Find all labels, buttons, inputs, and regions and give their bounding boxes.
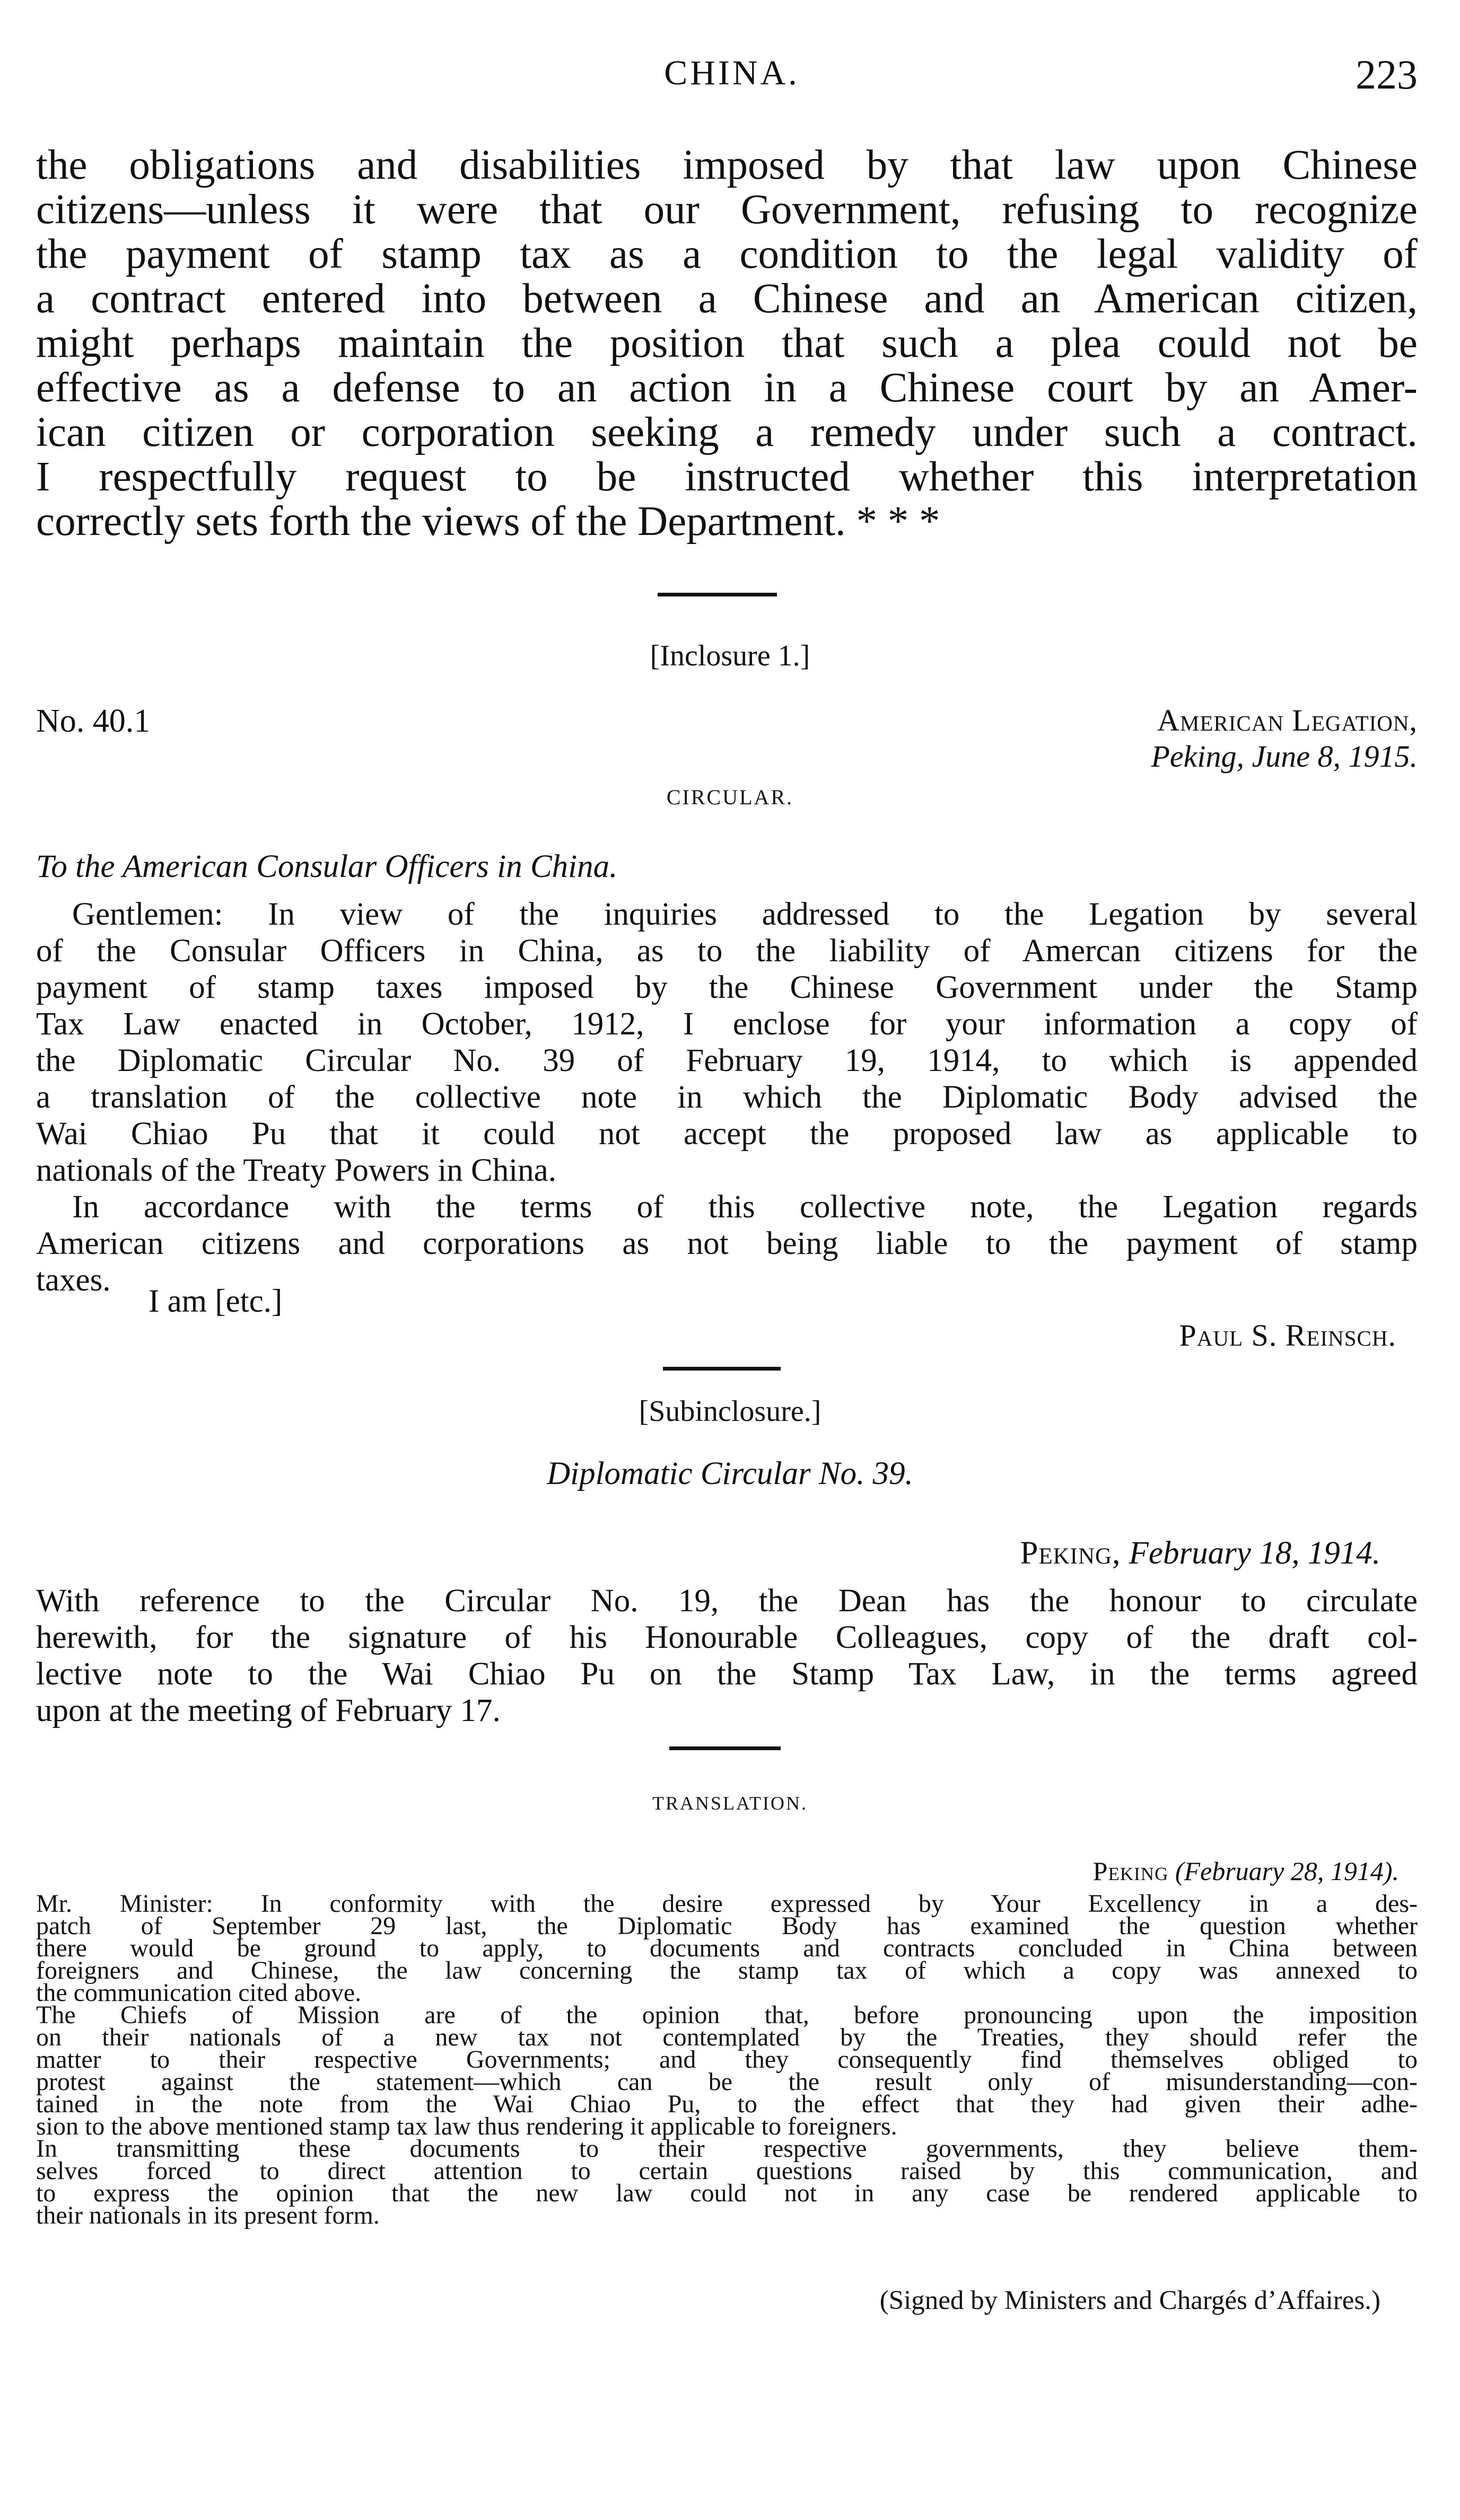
text-line: matter to their respective Governments; and they consequently find themselves obliged to	[36, 2045, 1418, 2074]
text-line: In accordance with the terms of this collective note, the Legation regards	[72, 1189, 1418, 1225]
text-line: upon at the meeting of February 17.	[36, 1693, 501, 1728]
letter-number: No. 40.1	[36, 703, 151, 739]
text-line: their nationals in its present form.	[36, 2201, 380, 2229]
legation-place-date: Peking, June 8, 1915.	[1151, 739, 1418, 774]
text-line: selves forced to direct attention to certain questions raised by this communication, and	[36, 2157, 1418, 2185]
text-line: herewith, for the signature of his Honourable Colleagues, copy of the draft col-	[36, 1620, 1418, 1655]
text-line: With reference to the Circular No. 19, the Dean has the honour to circulate	[36, 1583, 1418, 1619]
subinclosure-label: [Subinclosure.]	[639, 1395, 821, 1428]
text-line: foreigners and Chinese, the law concerning the stamp tax of which a copy was annexed to	[36, 1956, 1418, 1985]
text-line: on their nationals of a new tax not contemplated by the Treaties, they should refer the	[36, 2023, 1418, 2051]
translation-body	[36, 1890, 1418, 2229]
text-line: Mr. Minister: In conformity with the desire expressed by Your Excellency in a des-	[36, 1890, 1418, 1918]
text-line: I respectfully request to be instructed whether this interpretation	[36, 454, 1418, 500]
inclosure-label: [Inclosure 1.]	[650, 639, 810, 672]
diplomatic-circular-dateline: Peking, February 18, 1914.	[1020, 1535, 1380, 1571]
text-line: taxes.	[36, 1262, 111, 1298]
text-line: American citizens and corporations as not being liable to the payment of stamp	[36, 1226, 1418, 1261]
legation-heading: American Legation,	[1157, 703, 1418, 737]
text-line: nationals of the Treaty Powers in China.	[36, 1153, 557, 1188]
translation-label: TRANSLATION.	[652, 1793, 808, 1814]
text-line: In transmitting these documents to their respective governments, they believe them-	[36, 2135, 1418, 2163]
opening-paragraph	[36, 143, 1418, 544]
text-line: there would be ground to apply, to documents and contracts concluded in China between	[36, 1934, 1418, 1962]
text-line: lective note to the Wai Chiao Pu on the Stamp Tax Law, in the terms agreed	[36, 1656, 1418, 1692]
text-line: sion to the above mentioned stamp tax law thus rendering it applicable to foreigners.	[36, 2112, 897, 2140]
text-line: of the Consular Officers in China, as to the liability of Amercan citizens for the	[36, 933, 1418, 969]
text-line: Tax Law enacted in October, 1912, I enclose for your information a copy of	[36, 1006, 1418, 1042]
text-line: correctly sets forth the views of the Department. * * *	[36, 498, 940, 545]
diplomatic-circular-body	[36, 1583, 1418, 1729]
text-line: effective as a defense to an action in a Chinese court by an Amer-	[36, 365, 1418, 411]
text-line: the obligations and disabilities imposed by that law upon Chinese	[36, 142, 1418, 188]
text-line: The Chiefs of Mission are of the opinion that, before pronouncing upon the imposition	[36, 2001, 1418, 2029]
text-line: protest against the statement—which can be the result only of misunderstanding—con-	[36, 2068, 1418, 2096]
text-line: a translation of the collective note in which the Diplomatic Body advised the	[36, 1079, 1418, 1115]
section-divider	[669, 1746, 781, 1750]
closing: I am [etc.]	[148, 1284, 283, 1319]
circular-label: CIRCULAR.	[666, 785, 794, 809]
text-line: payment of stamp taxes imposed by the Chinese Government under the Stamp	[36, 970, 1418, 1005]
diplomatic-circular-title: Diplomatic Circular No. 39.	[547, 1456, 913, 1491]
circular-body	[36, 896, 1418, 1298]
text-line: ican citizen or corporation seeking a remedy under such a contract.	[36, 409, 1418, 455]
text-line: to express the opinion that the new law could not in any case be rendered applicable to	[36, 2179, 1418, 2207]
text-line: the payment of stamp tax as a condition to the legal validity of	[36, 231, 1418, 277]
text-line: Gentlemen: In view of the inquiries addressed to the Legation by several	[72, 897, 1418, 932]
text-line: Wai Chiao Pu that it could not accept the proposed law as applicable to	[36, 1116, 1418, 1152]
text-line: the communication cited above.	[36, 1979, 362, 2007]
running-head: CHINA.	[664, 54, 800, 92]
text-line: a contract entered into between a Chinese and an American citizen,	[36, 276, 1418, 322]
text-line: citizens—unless it were that our Government, refusing to recognize	[36, 187, 1418, 233]
text-line: the Diplomatic Circular No. 39 of February 19, 1914, to which is appended	[36, 1043, 1418, 1078]
translation-signed: (Signed by Ministers and Chargés d’Affaires.)	[879, 2286, 1380, 2315]
signature: Paul S. Reinsch.	[1179, 1318, 1396, 1353]
text-line: patch of September 29 last, the Diplomatic Body has examined the question whether	[36, 1912, 1418, 1940]
page-number: 223	[1356, 51, 1418, 98]
translation-dateline: Peking (February 28, 1914).	[1092, 1856, 1399, 1886]
text-line: tained in the note from the Wai Chiao Pu, to the effect that they had given their adhe-	[36, 2090, 1418, 2118]
text-line: might perhaps maintain the position that such a plea could not be	[36, 320, 1418, 366]
addressee: To the American Consular Officers in China.	[36, 849, 618, 884]
section-divider	[658, 593, 777, 596]
section-divider	[663, 1367, 781, 1371]
